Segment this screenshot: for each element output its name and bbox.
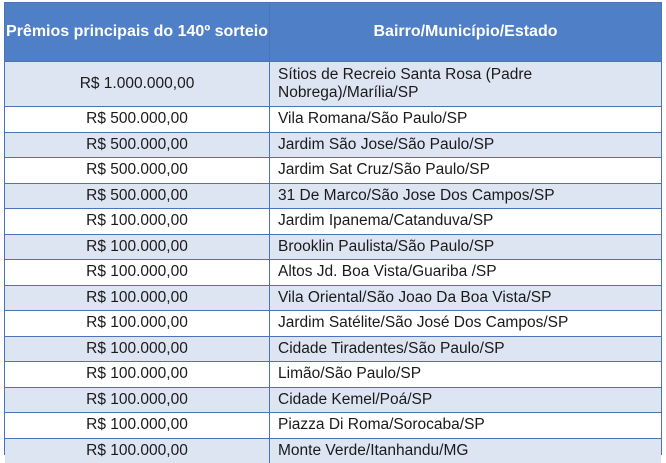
prize-cell: R$ 100.000,00 bbox=[5, 336, 270, 362]
place-cell: Altos Jd. Boa Vista/Guariba /SP bbox=[270, 260, 662, 286]
table-row bbox=[5, 158, 661, 184]
place-cell: Cidade Tiradentes/São Paulo/SP bbox=[270, 336, 662, 362]
place-cell: Jardim Ipanema/Catanduva/SP bbox=[270, 209, 662, 235]
prize-cell: R$ 100.000,00 bbox=[5, 260, 270, 286]
header-prize: Prêmios principais do 140º sorteio bbox=[5, 3, 270, 62]
prize-cell: R$ 100.000,00 bbox=[5, 387, 270, 413]
prize-cell: R$ 500.000,00 bbox=[5, 158, 270, 184]
prize-cell: R$ 500.000,00 bbox=[5, 183, 270, 209]
table-row bbox=[5, 413, 661, 439]
prize-cell: R$ 500.000,00 bbox=[5, 132, 270, 158]
prize-table bbox=[5, 3, 661, 463]
table-row bbox=[5, 336, 661, 362]
table-row bbox=[5, 62, 661, 107]
header-place: Bairro/Município/Estado bbox=[270, 3, 662, 62]
table-header-row bbox=[5, 3, 661, 62]
prize-cell: R$ 100.000,00 bbox=[5, 234, 270, 260]
place-cell: Limão/São Paulo/SP bbox=[270, 362, 662, 388]
place-cell: Vila Romana/São Paulo/SP bbox=[270, 107, 662, 133]
prize-cell: R$ 100.000,00 bbox=[5, 311, 270, 337]
table-row bbox=[5, 438, 661, 463]
prize-cell: R$ 100.000,00 bbox=[5, 438, 270, 463]
prize-cell: R$ 500.000,00 bbox=[5, 107, 270, 133]
table-row bbox=[5, 234, 661, 260]
place-cell: Piazza Di Roma/Sorocaba/SP bbox=[270, 413, 662, 439]
table-row bbox=[5, 183, 661, 209]
prize-cell: R$ 1.000.000,00 bbox=[5, 62, 270, 107]
table-row bbox=[5, 285, 661, 311]
place-cell: Brooklin Paulista/São Paulo/SP bbox=[270, 234, 662, 260]
table-row bbox=[5, 107, 661, 133]
prize-cell: R$ 100.000,00 bbox=[5, 209, 270, 235]
place-cell: Jardim Satélite/São José Dos Campos/SP bbox=[270, 311, 662, 337]
prize-cell: R$ 100.000,00 bbox=[5, 362, 270, 388]
place-cell: Cidade Kemel/Poá/SP bbox=[270, 387, 662, 413]
table-row bbox=[5, 311, 661, 337]
prize-cell: R$ 100.000,00 bbox=[5, 413, 270, 439]
place-cell: Jardim Sat Cruz/São Paulo/SP bbox=[270, 158, 662, 184]
table-row bbox=[5, 362, 661, 388]
place-cell: Vila Oriental/São Joao Da Boa Vista/SP bbox=[270, 285, 662, 311]
table-row bbox=[5, 209, 661, 235]
table-row bbox=[5, 260, 661, 286]
place-cell: Monte Verde/Itanhandu/MG bbox=[270, 438, 662, 463]
prize-table-frame bbox=[4, 2, 662, 459]
prize-cell: R$ 100.000,00 bbox=[5, 285, 270, 311]
table-row bbox=[5, 387, 661, 413]
place-cell: Jardim São Jose/São Paulo/SP bbox=[270, 132, 662, 158]
place-cell: Sítios de Recreio Santa Rosa (Padre Nobrega)/Marília/SP bbox=[270, 62, 662, 107]
table-row bbox=[5, 132, 661, 158]
place-cell: 31 De Marco/São Jose Dos Campos/SP bbox=[270, 183, 662, 209]
